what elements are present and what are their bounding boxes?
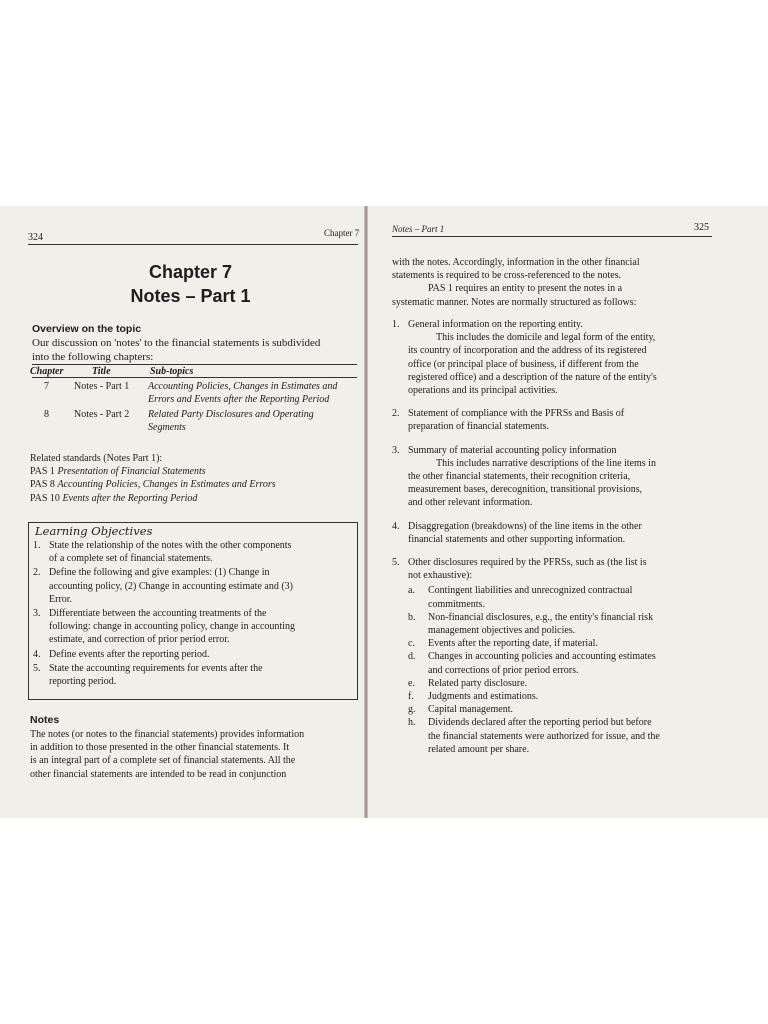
standard-title: Presentation of Financial Statements bbox=[57, 466, 206, 478]
chapter-title: Chapter 7 bbox=[148, 262, 233, 282]
item-title: General information on the reporting entity. bbox=[408, 319, 583, 330]
table-cell-chapter: 7 bbox=[44, 381, 49, 392]
item-title: Disaggregation (breakdowns) of the line items in the other bbox=[408, 520, 642, 532]
sub-item-letter: h. bbox=[408, 717, 416, 729]
sub-item bbox=[408, 584, 714, 610]
objective-line: following: change in accounting policy, change in accounting bbox=[49, 621, 295, 633]
page-number-left: 324 bbox=[28, 232, 43, 243]
item-number: 1. bbox=[392, 319, 400, 330]
structure-item bbox=[392, 407, 714, 433]
table-header-row bbox=[30, 365, 360, 377]
sub-item-line: Related party disclosure. bbox=[428, 677, 528, 689]
sub-item bbox=[408, 650, 714, 676]
sub-item-line: Events after the reporting date, if material. bbox=[428, 638, 598, 650]
objective-line: State the relationship of the notes with the other components bbox=[49, 540, 292, 551]
sub-item-line: Contingent liabilities and unrecognized contractual bbox=[428, 585, 633, 597]
objective-number: 5. bbox=[33, 662, 41, 674]
item-number: 2. bbox=[392, 408, 400, 420]
item-line: registered office) and a description of the nature of the entity's bbox=[408, 371, 657, 383]
item-line: financial statements and other supporting information. bbox=[408, 533, 626, 545]
notes-line: is an integral part of a complete set of financial statements. All the bbox=[30, 755, 296, 767]
table-cell-title: Notes - Part 2 bbox=[74, 409, 130, 420]
objectives-list bbox=[33, 539, 353, 688]
table-cell-subtopics: Segments bbox=[148, 422, 186, 433]
intro-line: with the notes. Accordingly, information in the other financial bbox=[392, 257, 640, 268]
item-title: Summary of material accounting policy information bbox=[408, 444, 617, 456]
sub-item-letter: f. bbox=[408, 691, 414, 703]
overview-text-1: Our discussion on 'notes' to the financial statements is subdivided bbox=[32, 337, 321, 349]
sub-item bbox=[408, 611, 714, 637]
notes-paragraph bbox=[30, 728, 360, 781]
item-number: 4. bbox=[392, 520, 400, 532]
objective-number: 3. bbox=[33, 608, 41, 620]
objective-item bbox=[33, 566, 353, 606]
book-gutter bbox=[364, 206, 368, 818]
standard-code: PAS 1 bbox=[30, 466, 55, 478]
item-line: preparation of financial statements. bbox=[408, 421, 550, 433]
objective-line: Define the following and give examples: (1) Change in bbox=[49, 567, 270, 579]
item-line: not exhaustive): bbox=[408, 570, 473, 582]
structure-item bbox=[392, 556, 714, 756]
structure-item bbox=[392, 318, 714, 397]
sub-item-letter: g. bbox=[408, 704, 416, 716]
item-line: This includes narrative descriptions of the line items in bbox=[436, 457, 656, 469]
sub-item-letter: c. bbox=[408, 638, 415, 650]
sub-item bbox=[408, 716, 714, 756]
table-cell-subtopics: Accounting Policies, Changes in Estimates and bbox=[148, 381, 338, 392]
objective-number: 1. bbox=[33, 540, 41, 551]
item-title: Other disclosures required by the PFRSs, such as (the list is bbox=[408, 557, 647, 569]
sub-item-line: Judgments and estimations. bbox=[428, 691, 539, 703]
chapter-table bbox=[30, 365, 360, 436]
sub-item-letter: e. bbox=[408, 677, 415, 689]
sub-item bbox=[408, 677, 714, 690]
notes-line: other financial statements are intended to be read in conjunction bbox=[30, 768, 287, 780]
objective-line: of a complete set of financial statements. bbox=[49, 553, 213, 565]
table-row bbox=[30, 408, 360, 436]
structure-list bbox=[392, 318, 714, 756]
sub-item-line: Capital management. bbox=[428, 704, 513, 716]
objective-item bbox=[33, 662, 353, 688]
overview-heading: Overview on the topic bbox=[32, 323, 142, 335]
intro-line: systematic manner. Notes are normally structured as follows: bbox=[392, 296, 637, 308]
objective-line: State the accounting requirements for events after the bbox=[49, 662, 263, 674]
learning-objectives-box bbox=[28, 522, 358, 700]
item-title: Statement of compliance with the PFRSs and Basis of bbox=[408, 408, 625, 420]
running-head-left: Chapter 7 bbox=[324, 228, 360, 238]
page-number-right: 325 bbox=[694, 222, 709, 233]
table-header-chapter: Chapter bbox=[30, 366, 64, 377]
sub-item-line: Dividends declared after the reporting period but before bbox=[428, 717, 652, 729]
item-line: the other financial statements, their recognition criteria, bbox=[408, 471, 631, 483]
objective-line: Define events after the reporting period. bbox=[49, 648, 210, 660]
standard-title: Accounting Policies, Changes in Estimates and Errors bbox=[57, 479, 276, 491]
related-heading: Related standards (Notes Part 1): bbox=[30, 453, 163, 464]
objective-item bbox=[33, 648, 353, 661]
item-line: measurement bases, derecognition, transitional provisions, bbox=[408, 484, 643, 496]
header-rule-right bbox=[392, 236, 712, 237]
sub-item-line: related amount per share. bbox=[428, 743, 530, 755]
table-header-rule bbox=[32, 377, 357, 378]
objective-line: Error. bbox=[49, 593, 73, 605]
sub-item-line: commitments. bbox=[428, 598, 485, 610]
intro-line: statements is required to be cross-referenced to the notes. bbox=[392, 270, 622, 282]
objectives-heading: Learning Objectives bbox=[35, 524, 153, 538]
objective-number: 4. bbox=[33, 648, 41, 660]
sub-item-line: Non-financial disclosures, e.g., the entity's financial risk bbox=[428, 611, 654, 623]
objective-item bbox=[33, 539, 353, 565]
table-cell-subtopics: Errors and Events after the Reporting Period bbox=[148, 394, 330, 405]
item-number: 5. bbox=[392, 557, 400, 569]
overview-text-2: into the following chapters: bbox=[32, 351, 154, 363]
related-standard-item bbox=[30, 478, 360, 491]
notes-heading: Notes bbox=[30, 714, 60, 726]
item-line: and other relevant information. bbox=[408, 497, 533, 509]
standard-code: PAS 10 bbox=[30, 492, 60, 504]
sub-item-list bbox=[408, 584, 714, 756]
table-cell-title: Notes - Part 1 bbox=[74, 381, 130, 392]
chapter-subtitle: Notes – Part 1 bbox=[130, 286, 251, 306]
notes-line: in addition to those presented in the other financial statements. It bbox=[30, 742, 290, 754]
table-cell-subtopics: Related Party Disclosures and Operating bbox=[148, 409, 314, 420]
intro-paragraph bbox=[392, 256, 712, 309]
objective-line: Differentiate between the accounting treatments of the bbox=[49, 608, 267, 620]
objective-number: 2. bbox=[33, 567, 41, 579]
related-standard-item bbox=[30, 492, 360, 505]
right-page bbox=[378, 206, 750, 818]
sub-item-line: and corrections of prior period errors. bbox=[428, 664, 579, 676]
sub-item-line: management objectives and policies. bbox=[428, 625, 576, 637]
related-standard-item bbox=[30, 465, 360, 478]
objective-item bbox=[33, 607, 353, 647]
sub-item-line: Changes in accounting policies and accounting estimates bbox=[428, 651, 656, 663]
item-line: office (or principal place of business, if different from the bbox=[408, 358, 639, 370]
table-cell-chapter: 8 bbox=[44, 409, 49, 420]
table-header-subtopics: Sub-topics bbox=[150, 366, 194, 377]
left-page bbox=[18, 206, 363, 818]
item-number: 3. bbox=[392, 444, 400, 456]
running-head-right: Notes – Part 1 bbox=[392, 224, 445, 234]
sub-item-letter: b. bbox=[408, 611, 416, 623]
sub-item-letter: d. bbox=[408, 651, 416, 663]
sub-item bbox=[408, 690, 714, 703]
item-line: operations and its principal activities. bbox=[408, 385, 558, 397]
sub-item-line: the financial statements were authorized for issue, and the bbox=[428, 730, 660, 742]
book-spread bbox=[0, 206, 768, 818]
objective-line: accounting policy, (2) Change in accounting estimate and (3) bbox=[49, 580, 293, 592]
table-header-title: Title bbox=[92, 366, 111, 377]
sub-item-letter: a. bbox=[408, 585, 415, 597]
standard-code: PAS 8 bbox=[30, 479, 55, 491]
header-rule-left bbox=[28, 244, 358, 245]
objective-line: estimate, and correction of prior period error. bbox=[49, 634, 230, 646]
sub-item bbox=[408, 703, 714, 716]
structure-item bbox=[392, 520, 714, 546]
table-row bbox=[30, 380, 360, 408]
sub-item bbox=[408, 637, 714, 650]
notes-line: The notes (or notes to the financial statements) provides information bbox=[30, 729, 305, 740]
intro-line: PAS 1 requires an entity to present the notes in a bbox=[428, 283, 623, 295]
item-line: its country of incorporation and the address of its registered bbox=[408, 345, 647, 357]
structure-item bbox=[392, 444, 714, 510]
standard-title: Events after the Reporting Period bbox=[62, 492, 198, 504]
item-line: This includes the domicile and legal form of the entity, bbox=[436, 332, 656, 344]
objective-line: reporting period. bbox=[49, 676, 117, 688]
related-standards bbox=[30, 452, 360, 505]
